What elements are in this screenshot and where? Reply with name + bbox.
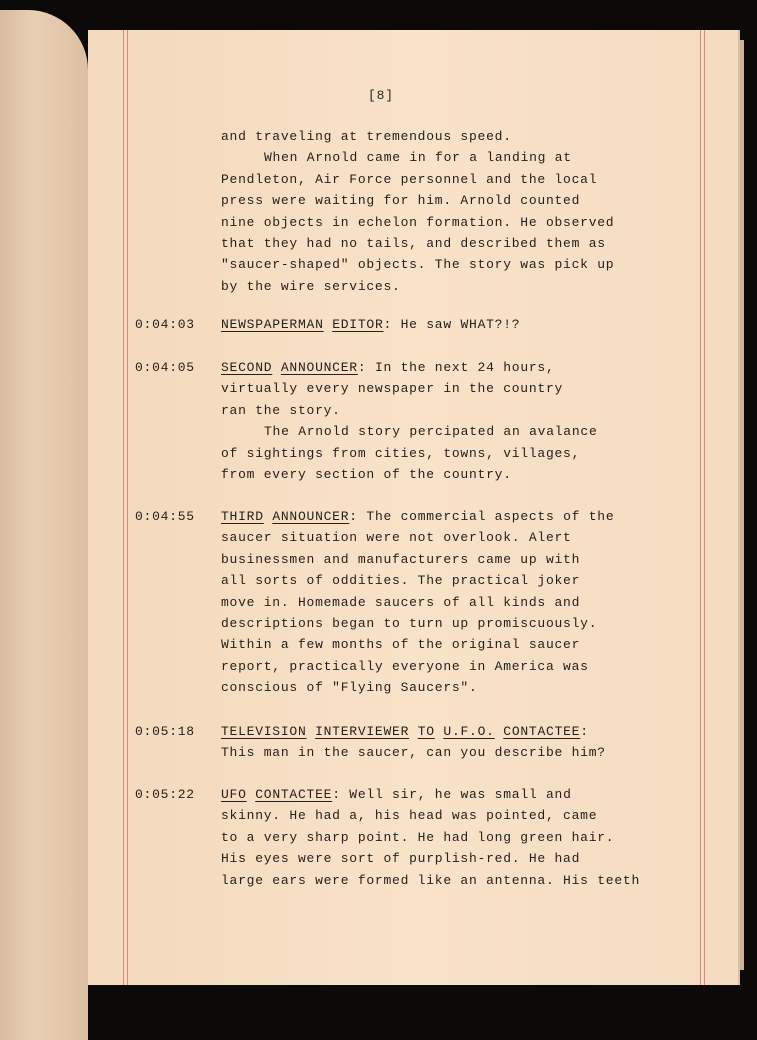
- line-text: of sightings from cities, towns, villages,: [221, 445, 581, 461]
- line-text: The Arnold story percipated an avalance: [264, 424, 598, 440]
- timecode: 0:04:55: [135, 509, 195, 524]
- speaker-name-word: ANNOUNCER: [272, 509, 350, 524]
- text-line: [221, 870, 640, 891]
- text-line: [221, 549, 614, 570]
- timecode: 0:04:05: [135, 360, 195, 375]
- text-line: [221, 570, 614, 591]
- line-text: and traveling at tremendous speed.: [221, 129, 512, 144]
- line-text: : Well sir, he was small and: [332, 787, 572, 802]
- line-text: saucer situation were not overlook. Alert: [221, 530, 572, 546]
- line-text: conscious of "Flying Saucers".: [221, 680, 478, 696]
- line-text: businessmen and manufacturers came up with: [221, 551, 581, 567]
- line-text: : He saw WHAT?!?: [383, 317, 521, 332]
- text-line: [221, 827, 640, 848]
- speaker-name-word: TO: [417, 724, 435, 739]
- text-line: [221, 634, 614, 655]
- speaker-name-word: NEWSPAPERMAN: [221, 317, 324, 332]
- line-text: When Arnold came in for a landing at: [264, 150, 572, 166]
- line-text: nine objects in echelon formation. He observed: [221, 214, 615, 230]
- left-margin-rule: [123, 30, 128, 985]
- text-line: [221, 276, 614, 297]
- text-line: [221, 656, 614, 677]
- text-line: [221, 721, 606, 742]
- text-line: [221, 233, 614, 254]
- speaker-name-word: CONTACTEE: [503, 724, 581, 739]
- right-margin-rule: [700, 30, 705, 985]
- text-line: [221, 613, 614, 634]
- line-text: ran the story.: [221, 402, 341, 418]
- text-line: [221, 190, 614, 211]
- speaker-name-word: U.F.O.: [443, 724, 495, 739]
- text-line: [221, 421, 598, 442]
- line-text: Within a few months of the original saucer: [221, 637, 581, 653]
- speaker-name-word: TELEVISION: [221, 724, 307, 739]
- text-line: [221, 169, 614, 190]
- line-text: to a very sharp point. He had long green hair.: [221, 829, 615, 845]
- speaker-name-word: SECOND: [221, 360, 273, 375]
- line-text: : The commercial aspects of the: [349, 509, 615, 524]
- text-line: [221, 254, 614, 275]
- line-text: This man in the saucer, can you describe him?: [221, 745, 606, 761]
- script-page: [88, 30, 738, 985]
- line-text: report, practically everyone in America was: [221, 658, 589, 674]
- text-line: [221, 677, 614, 698]
- text-line: [221, 527, 614, 548]
- line-text: :: [580, 724, 589, 739]
- speaker-name-word: EDITOR: [332, 317, 384, 332]
- page-stack-edge: [738, 40, 744, 970]
- speaker-name-word: ANNOUNCER: [280, 360, 358, 375]
- text-line: [221, 443, 598, 464]
- line-text: that they had no tails, and described them as: [221, 235, 606, 251]
- speaker-name-word: CONTACTEE: [255, 787, 333, 802]
- line-text: by the wire services.: [221, 278, 401, 294]
- text-line: [221, 592, 614, 613]
- speaker-name-word: UFO: [221, 787, 247, 802]
- line-text: His eyes were sort of purplish-red. He had: [221, 851, 581, 867]
- speaker-name-word: INTERVIEWER: [315, 724, 410, 739]
- text-line: [221, 212, 614, 233]
- line-text: skinny. He had a, his head was pointed, came: [221, 808, 598, 824]
- text-line: [221, 848, 640, 869]
- timecode: 0:05:22: [135, 787, 195, 802]
- text-line: [221, 147, 614, 168]
- text-line: [221, 126, 614, 147]
- facing-page: [0, 10, 88, 1040]
- line-text: Pendleton, Air Force personnel and the local: [221, 171, 598, 187]
- speaker-name-word: THIRD: [221, 509, 264, 524]
- line-text: press were waiting for him. Arnold counted: [221, 193, 581, 209]
- line-text: : In the next 24 hours,: [357, 360, 555, 375]
- text-line: [221, 805, 640, 826]
- text-line: [221, 314, 520, 335]
- text-line: [221, 400, 598, 421]
- timecode: 0:04:03: [135, 317, 195, 332]
- line-text: move in. Homemade saucers of all kinds and: [221, 594, 581, 610]
- text-line: [221, 506, 614, 527]
- text-line: [221, 464, 598, 485]
- line-text: from every section of the country.: [221, 466, 512, 482]
- text-line: [221, 784, 640, 805]
- line-text: large ears were formed like an antenna. His teeth: [221, 872, 641, 888]
- page-number: [8]: [368, 88, 394, 103]
- line-text: virtually every newspaper in the country: [221, 381, 564, 397]
- line-text: descriptions began to turn up promiscuously.: [221, 615, 598, 631]
- line-text: "saucer-shaped" objects. The story was pick up: [221, 257, 615, 273]
- line-text: all sorts of oddities. The practical joker: [221, 573, 581, 589]
- text-line: [221, 742, 606, 763]
- text-line: [221, 378, 598, 399]
- timecode: 0:05:18: [135, 724, 195, 739]
- text-line: [221, 357, 598, 378]
